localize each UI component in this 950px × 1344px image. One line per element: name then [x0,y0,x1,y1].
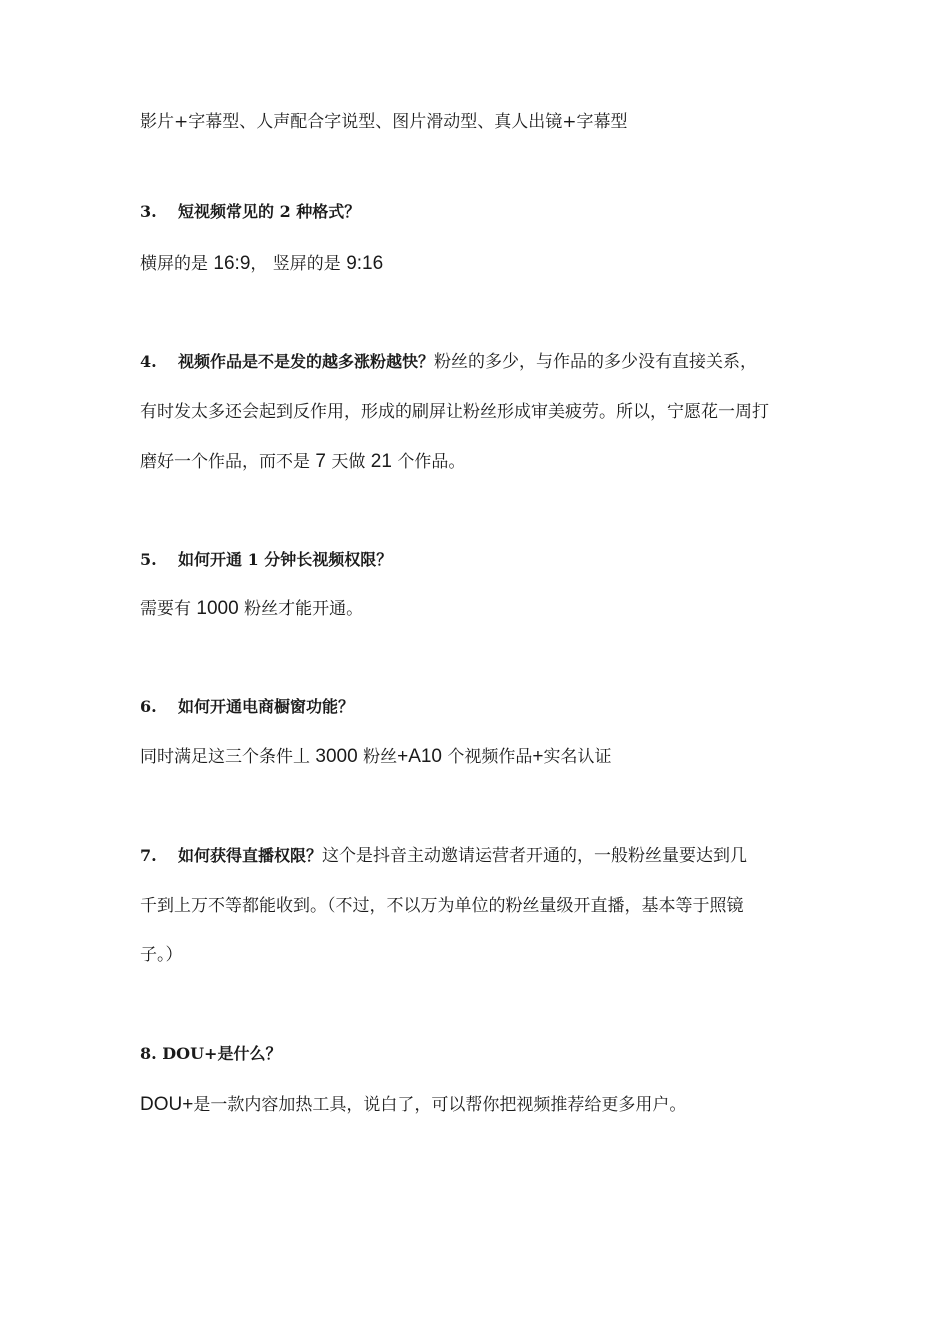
answer-7-line-2-text: 千到上万不等都能收到。（不过，不以万为单位的粉丝量级开直播，基本等于照镜 [140,896,744,916]
question-7-text: 如何获得直播权限？ [178,846,323,865]
answer-4-line-2-text: 有时发太多还会起到反作用，形成的刷屏让粉丝形成审美疲劳。所以，宁愿花一周打 [140,402,769,422]
answer-4-line-1: 粉丝的多少，与作品的多少没有直接关系， [434,352,758,372]
answer-6-value-2: +A10 [397,746,442,767]
answer-6-value-1: 3000 [315,746,358,767]
answer-4-line-3 [140,450,820,474]
answer-5-text-1: 需要有 [140,599,197,619]
intro-line [140,110,820,134]
answer-7-line-3-text: 子。） [140,945,183,965]
question-8-number: 8. [140,1044,157,1063]
question-7 [140,844,820,868]
answer-7-line-1: 这个是抖音主动邀请运营者开通的，一般粉丝量要达到几 [322,846,748,866]
answer-3-value-1: 16:9 [213,253,251,274]
answer-4-line-3-value-1: 7 [315,451,326,472]
question-5-text: 如何开通 1 分钟长视频权限？ [178,550,393,569]
answer-4-line-3-text-2: 天做 [325,452,371,472]
question-4 [140,350,820,374]
answer-4-line-3-value-2: 21 [370,451,392,472]
question-8 [140,1042,820,1066]
question-6-number: 6. [140,697,157,716]
question-4-text: 视频作品是不是发的越多涨粉越快？ [178,352,435,371]
answer-7-line-2 [140,894,820,918]
answer-6 [140,745,820,769]
answer-6-value-3: + [532,746,544,767]
question-4-number: 4. [140,352,157,371]
answer-3 [140,252,820,276]
question-6 [140,695,820,719]
question-7-number: 7. [140,846,157,865]
answer-8 [140,1093,820,1117]
answer-5 [140,597,820,621]
answer-4-line-3-text-3: 个作品。 [391,452,466,472]
answer-7-line-3 [140,943,820,967]
question-5-number: 5. [140,550,157,569]
answer-5-text-2: 粉丝才能开通。 [238,599,364,619]
answer-6-text-1: 同时满足这三个条件丄 [140,747,316,767]
question-8-text: DOU+是什么？ [162,1044,282,1063]
question-6-text: 如何开通电商橱窗功能？ [178,697,355,716]
question-3 [140,200,820,224]
question-5 [140,548,820,572]
answer-8-value-1: DOU+ [140,1094,194,1115]
answer-6-text-2: 粉丝 [357,747,398,767]
answer-3-text-2: ， 竖屏的是 [250,254,347,274]
question-3-text: 短视频常见的 2 种格式？ [178,202,361,221]
answer-4-line-2 [140,400,820,424]
answer-8-text-1: 是一款内容加热工具，说白了，可以帮你把视频推荐给更多用户。 [193,1095,687,1115]
answer-6-text-3: 个视频作品 [442,747,533,767]
intro-text: 影片+字幕型、人声配合字说型、图片滑动型、真人出镜+字幕型 [140,112,628,132]
answer-5-value-1: 1000 [196,598,239,619]
question-3-number: 3. [140,202,157,221]
answer-3-text-1: 横屏的是 [140,254,214,274]
answer-4-line-3-text-1: 磨好一个作品，而不是 [140,452,316,472]
answer-6-text-4: 实名认证 [543,747,612,767]
answer-3-value-2: 9:16 [346,253,384,274]
